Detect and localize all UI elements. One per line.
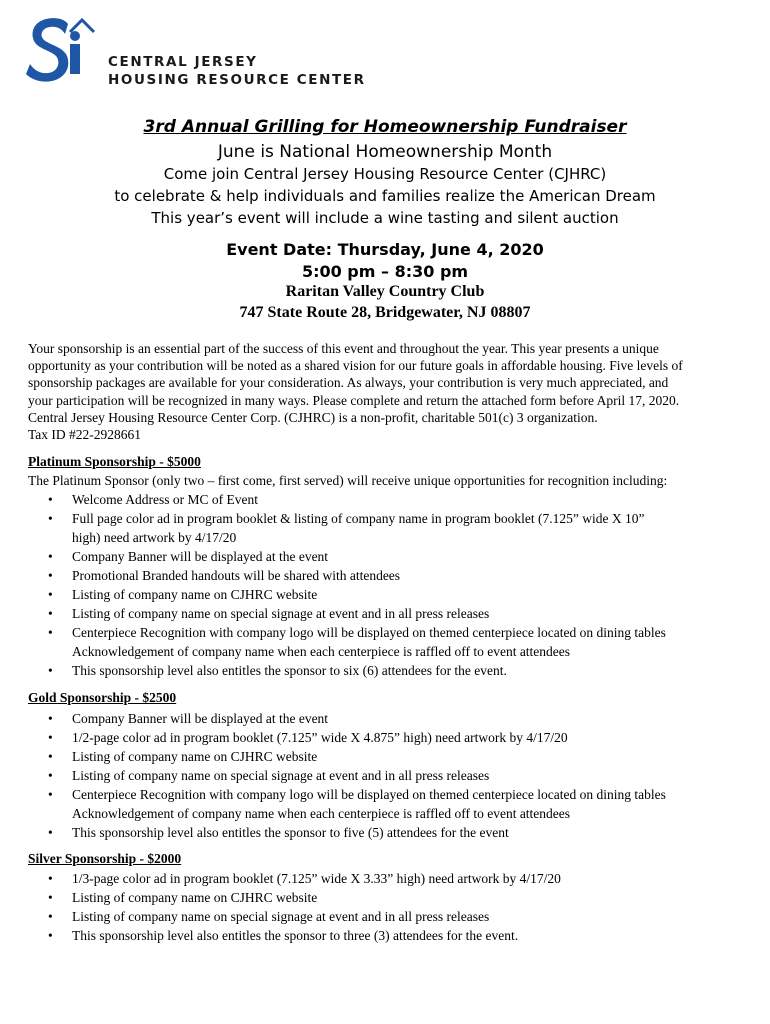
cjhrc-logo	[24, 14, 366, 90]
benefit-item	[28, 907, 748, 926]
benefit-item	[28, 823, 748, 842]
benefit-text: • Centerpiece Recognition with company logo will be displayed on themed centerpiece located on dining tables	[72, 787, 666, 802]
benefit-text: • 1/3-page color ad in program booklet (7.125” wide X 3.33” high) need artwork by 4/17/20	[72, 871, 561, 886]
logo-mark-icon	[24, 14, 104, 90]
intro-line-2: to celebrate & help individuals and families realize the American Dream	[114, 187, 656, 205]
benefit-text: • Centerpiece Recognition with company logo will be displayed on themed centerpiece located on dining tables	[72, 625, 666, 640]
benefit-text: • Promotional Branded handouts will be shared with attendees	[72, 568, 401, 583]
benefit-text: • Listing of company name on CJHRC website	[72, 749, 318, 764]
benefit-item	[28, 926, 748, 945]
benefit-text: • Listing of company name on CJHRC website	[72, 587, 318, 602]
benefit-text: • Listing of company name on special signage at event and in all press releases	[72, 606, 490, 621]
benefit-item	[28, 585, 748, 604]
benefit-item	[28, 747, 748, 766]
logo-line-1: CENTRAL JERSEY	[108, 54, 258, 70]
venue-address: 747 State Route 28, Bridgewater, NJ 08807	[239, 304, 531, 321]
benefit-item	[28, 623, 748, 661]
benefit-item	[28, 604, 748, 623]
paragraph-line: Central Jersey Housing Resource Center Corp. (CJHRC) is a non-profit, charitable 501(c) 3 organization.	[28, 409, 598, 425]
benefit-text: • Listing of company name on special signage at event and in all press releases	[72, 909, 490, 924]
benefit-item	[28, 785, 748, 823]
benefit-text: • 1/2-page color ad in program booklet (7.125” wide X 4.875” high) need artwork by 4/17/20	[72, 730, 568, 745]
benefit-text: • Company Banner will be displayed at the event	[72, 549, 329, 564]
benefit-text: • This sponsorship level also entitles the sponsor to five (5) attendees for the event	[72, 825, 509, 840]
benefit-item	[28, 490, 748, 509]
sponsorship-paragraph	[28, 340, 748, 443]
paragraph-line: your participation will be recognized in many ways. Please complete and return the attached form before April 17, 2020.	[28, 392, 680, 408]
benefit-text: • Company Banner will be displayed at the event	[72, 711, 329, 726]
benefit-item	[28, 661, 748, 680]
benefit-text: high) need artwork by 4/17/20	[72, 530, 237, 545]
benefit-item	[28, 709, 748, 728]
platinum-intro: The Platinum Sponsor (only two – first come, first served) will receive unique opportunities for recognition including:	[28, 473, 668, 488]
benefit-item	[28, 547, 748, 566]
paragraph-line: opportunity as your contribution will be noted as a shared vision for our future goals in affordable housing. Five levels of	[28, 358, 683, 374]
subtitle: June is National Homeownership Month	[217, 142, 553, 162]
gold-benefits-list	[28, 709, 748, 842]
benefit-text: • Listing of company name on special signage at event and in all press releases	[72, 768, 490, 783]
intro-line-1: Come join Central Jersey Housing Resource Center (CJHRC)	[163, 165, 607, 183]
page-title: 3rd Annual Grilling for Homeownership Fundraiser	[143, 117, 627, 137]
silver-benefits-list	[28, 869, 748, 945]
paragraph-line: Your sponsorship is an essential part of the success of this event and throughout the year. This year presents a unique	[28, 341, 659, 356]
benefit-text: • Listing of company name on CJHRC website	[72, 890, 318, 905]
intro-line-3: This year’s event will include a wine tasting and silent auction	[151, 209, 619, 227]
benefit-item	[28, 566, 748, 585]
platinum-benefits-list	[28, 490, 748, 680]
benefit-text: Acknowledgement of company name when each centerpiece is raffled off to event attendees	[72, 644, 571, 659]
benefit-item	[28, 509, 748, 547]
benefit-text: • This sponsorship level also entitles the sponsor to three (3) attendees for the event.	[72, 928, 519, 943]
benefit-text: • Welcome Address or MC of Event	[72, 492, 259, 507]
venue: Raritan Valley Country Club	[285, 283, 485, 300]
benefit-item	[28, 869, 748, 888]
silver-heading: Silver Sponsorship - $2000	[28, 851, 182, 866]
benefit-text: • Full page color ad in program booklet & listing of company name in program booklet (7.125” wide X 10”	[72, 511, 645, 526]
event-time: 5:00 pm – 8:30 pm	[301, 262, 469, 281]
benefit-text: • This sponsorship level also entitles the sponsor to six (6) attendees for the event.	[72, 663, 507, 678]
event-date: Event Date: Thursday, June 4, 2020	[226, 240, 544, 259]
logo-line-2: HOUSING RESOURCE CENTER	[108, 72, 366, 88]
benefit-item	[28, 766, 748, 785]
gold-heading: Gold Sponsorship - $2500	[28, 690, 177, 705]
benefit-item	[28, 888, 748, 907]
benefit-text: Acknowledgement of company name when each centerpiece is raffled off to event attendees	[72, 806, 571, 821]
benefit-item	[28, 728, 748, 747]
paragraph-line: Tax ID #22-2928661	[28, 427, 142, 443]
paragraph-line: sponsorship packages are available for your consideration. As always, your contribution is very much appreciated, and	[28, 375, 669, 391]
platinum-heading: Platinum Sponsorship - $5000	[28, 454, 201, 469]
